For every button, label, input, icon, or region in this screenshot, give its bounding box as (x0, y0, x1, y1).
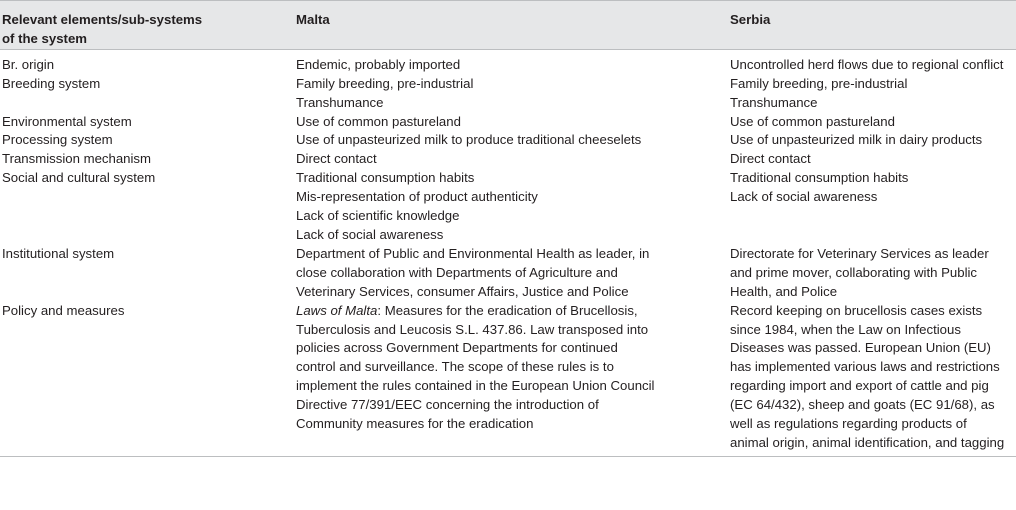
row-serbia: Family breeding, pre-industrial Transhumance (730, 75, 908, 110)
row-serbia: Traditional consumption habits Lack of social awareness (730, 170, 909, 205)
header-row (0, 1, 1016, 50)
row-element: Breeding system (2, 75, 101, 91)
table-row (0, 150, 1016, 169)
row-element: Environmental system (2, 113, 132, 129)
table-row (0, 131, 1016, 150)
header-elements (0, 1, 293, 50)
row-malta: Family breeding, pre-industrial Transhumance (296, 75, 474, 110)
row-element: Institutional system (2, 245, 115, 261)
row-malta: Use of unpasteurized milk to produce traditional cheeselets (296, 132, 642, 148)
row-element: Processing system (2, 132, 113, 148)
header-elements-line2: of the system (2, 30, 88, 46)
header-malta: Malta (293, 1, 728, 50)
row-malta: Use of common pastureland (296, 113, 461, 129)
row-element: Social and cultural system (2, 170, 156, 186)
table-row (0, 113, 1016, 132)
table-row (0, 49, 1016, 74)
table-row (0, 302, 1016, 457)
header-serbia: Serbia (728, 1, 1016, 50)
laws-of-malta-italic: Laws of Malta (296, 302, 378, 318)
row-serbia: Use of unpasteurized milk in dairy products (730, 132, 983, 148)
row-element: Br. origin (2, 56, 55, 72)
row-malta: Department of Public and Environmental Health as leader, in close collaboration with Departments of Agriculture and Veterinary Services, consumer Affairs, Justice and Police (296, 245, 650, 299)
row-element: Policy and measures (0, 302, 293, 457)
row-serbia: Directorate for Veterinary Services as leader and prime mover, collaborating with Public Health, and Police (730, 245, 989, 299)
row-serbia: Record keeping on brucellosis cases exists since 1984, when the Law on Infectious Diseases was passed. European Union (EU) has implemented various laws and restrictions regarding import and export of cattle and pig (EC 64/432), sheep and goats (EC 91/68), as well as regulations regarding products of animal origin, animal identification, and tagging (728, 302, 1016, 457)
row-serbia: Uncontrolled herd flows due to regional conflict (730, 56, 1004, 72)
row-malta: Laws of Malta: Measures for the eradication of Brucellosis, Tuberculosis and Leucosis S.L. 437.86. Law transposed into policies across Government Departments for continued control and surveillance. The scope of these rules is to implement the rules contained in the European Union Council Directive 77/391/EEC concerning the introduction of Community measures for the eradication (293, 302, 728, 457)
row-element: Transmission mechanism (2, 151, 152, 167)
row-malta: Endemic, probably imported (296, 56, 461, 72)
table-row (0, 75, 1016, 113)
row-malta: Traditional consumption habits Mis-representation of product authenticity Lack of scientific knowledge Lack of social awareness (296, 170, 538, 242)
row-serbia: Use of common pastureland (730, 113, 895, 129)
row-serbia: Direct contact (730, 151, 811, 167)
table-row (0, 245, 1016, 302)
row-malta: Direct contact (296, 151, 377, 167)
table-row (0, 169, 1016, 245)
header-elements-line1: Relevant elements/sub-systems (2, 12, 203, 27)
